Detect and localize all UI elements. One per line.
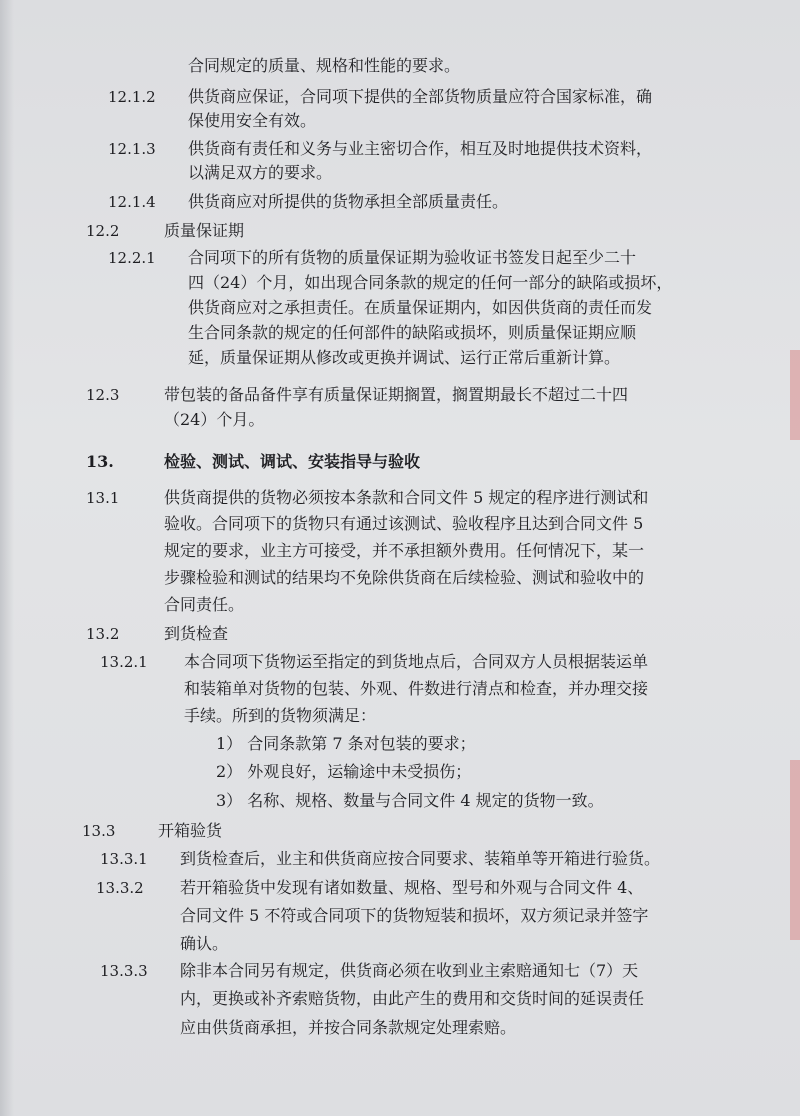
clause-number: 13.1	[86, 489, 120, 507]
page-edge-shadow	[0, 0, 14, 1116]
section-heading: 到货检查	[164, 624, 229, 643]
section-heading: 开箱验货	[158, 821, 223, 840]
list-item: 2） 外观良好，运输途中未受损伤；	[216, 762, 472, 781]
clause-number: 12.1.4	[108, 193, 156, 211]
red-stamp-mark	[790, 760, 800, 940]
text-line: 生合同条款的规定的任何部件的缺陷或损坏，则质量保证期应顺	[188, 323, 637, 342]
clause-number: 12.2.1	[108, 249, 156, 267]
text-line: 若开箱验货中发现有诸如数量、规格、型号和外观与合同文件 4、	[180, 878, 644, 897]
text-line: 本合同项下货物运至指定的到货地点后，合同双方人员根据装运单	[184, 652, 649, 671]
list-item: 1） 合同条款第 7 条对包装的要求；	[216, 734, 476, 753]
text-line: 供货商应保证，合同项下提供的全部货物质量应符合国家标准，确	[188, 87, 653, 106]
text-line: 应由供货商承担，并按合同条款规定处理索赔。	[180, 1018, 517, 1037]
red-stamp-mark	[790, 350, 800, 440]
text-line: 确认。	[180, 934, 229, 953]
text-line: 合同规定的质量、规格和性能的要求。	[188, 56, 461, 75]
text-line: 除非本合同另有规定，供货商必须在收到业主索赔通知七（7）天	[180, 961, 639, 980]
text-line: 保使用安全有效。	[188, 111, 317, 130]
chapter-heading: 检验、测试、调试、安装指导与验收	[164, 452, 421, 471]
clause-number: 12.2	[86, 222, 120, 240]
text-line: 延，质量保证期从修改或更换并调试、运行正常后重新计算。	[188, 348, 621, 367]
clause-number: 13.3	[82, 822, 116, 840]
text-line: 规定的要求，业主方可接受，并不承担额外费用。任何情况下，某一	[164, 541, 645, 560]
clause-number: 13.2	[86, 625, 120, 643]
clause-number: 12.1.2	[108, 88, 156, 106]
clause-number: 13.2.1	[100, 653, 148, 671]
text-line: 手续。所到的货物须满足：	[184, 706, 377, 725]
text-line: 到货检查后，业主和供货商应按合同要求、装箱单等开箱进行验货。	[180, 849, 661, 868]
clause-number: 13.3.1	[100, 850, 148, 868]
text-line: 验收。合同项下的货物只有通过该测试、验收程序且达到合同文件 5	[164, 514, 644, 533]
text-line: 供货商有责任和义务与业主密切合作，相互及时地提供技术资料，	[188, 139, 653, 158]
chapter-number: 13.	[86, 452, 114, 471]
text-line: （24）个月。	[164, 410, 265, 429]
text-line: 合同项下的所有货物的质量保证期为验收证书签发日起至少二十	[188, 248, 637, 267]
text-line: 和装箱单对货物的包装、外观、件数进行清点和检查，并办理交接	[184, 679, 649, 698]
text-line: 以满足双方的要求。	[188, 163, 333, 182]
text-line: 供货商提供的货物必须按本条款和合同文件 5 规定的程序进行测试和	[164, 488, 649, 507]
text-line: 合同文件 5 不符或合同项下的货物短装和损坏，双方须记录并签字	[180, 906, 649, 925]
section-heading: 质量保证期	[164, 221, 245, 240]
text-line: 供货商应对所提供的货物承担全部质量责任。	[188, 192, 509, 211]
text-line: 步骤检验和测试的结果均不免除供货商在后续检验、测试和验收中的	[164, 568, 645, 587]
clause-number: 13.3.3	[100, 962, 148, 980]
clause-number: 12.3	[86, 386, 120, 404]
list-item: 3） 名称、规格、数量与合同文件 4 规定的货物一致。	[216, 791, 604, 810]
text-line: 合同责任。	[164, 595, 245, 614]
text-line: 带包装的备品备件享有质量保证期搁置，搁置期最长不超过二十四	[164, 385, 629, 404]
clause-number: 12.1.3	[108, 140, 156, 158]
clause-number: 13.3.2	[96, 879, 144, 897]
text-line: 供货商应对之承担责任。在质量保证期内，如因供货商的责任而发	[188, 298, 653, 317]
text-line: 内，更换或补齐索赔货物，由此产生的费用和交货时间的延误责任	[180, 989, 645, 1008]
text-line: 四（24）个月，如出现合同条款的规定的任何一部分的缺陷或损坏，	[188, 273, 673, 292]
